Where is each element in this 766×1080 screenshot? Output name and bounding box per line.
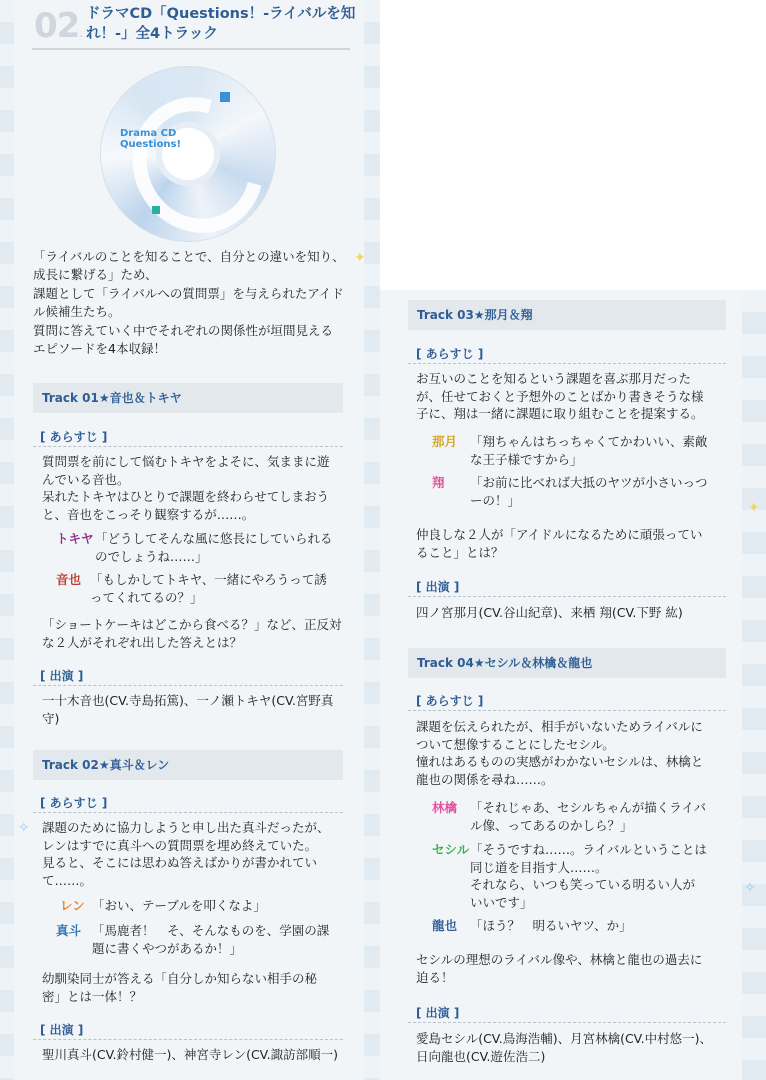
speaker-ren: レン	[60, 898, 85, 913]
track-02-line-2: 「馬鹿者！ そ、そんなものを、学園の課 題に書くやつがあるか！」	[92, 923, 330, 956]
track-03-closing: 仲良しな２人が「アイドルになるために頑張ってい ること」とは？	[416, 527, 703, 560]
star-decoration-icon: ✦	[748, 500, 760, 516]
track-03-synopsis: お互いのことを知るという課題を喜ぶ那月だった が、任せておくと予想外のことばかり書きそうな様 子に、翔は一緒に課題に取り組むことを提案する。	[416, 371, 704, 421]
track-01-synopsis-label: [ あらすじ ]	[40, 430, 108, 444]
track-04-cast-label: [ 出演 ]	[416, 1006, 460, 1020]
track-04-line-3: 「ほう？ 明るいヤツ、か」	[470, 918, 632, 933]
right-stripe	[742, 290, 766, 1080]
track-02-line-1: 「おい、テーブルを叩くなよ」	[92, 898, 266, 913]
track-03-cast-label: [ 出演 ]	[416, 580, 460, 594]
divider	[33, 685, 343, 686]
divider	[408, 710, 726, 711]
track-02-synopsis: 課題のために協力しようと申し出た真斗だったが、 レンはすでに真斗への質問票を埋め終えていた。 見ると、そこには思わぬ答えばかりが書かれてい て……。	[42, 820, 330, 888]
star-decoration-icon: ✦	[354, 250, 366, 266]
track-04-line-2: 「そうですね……。ライバルということは 同じ道を目指す人……。 それなら、いつも笑っている明るい人が いいです」	[470, 842, 707, 910]
track-04-synopsis-label: [ あらすじ ]	[416, 694, 484, 708]
track-04-closing: セシルの理想のライバル像や、林檎と龍也の過去に 迫る！	[416, 952, 703, 985]
disc-square-deco	[152, 206, 160, 214]
track-02-cast: 聖川真斗(CV.鈴村健一)、神宮寺レン(CV.諏訪部順一)	[42, 1047, 338, 1062]
track-02-cast-label: [ 出演 ]	[40, 1023, 84, 1037]
middle-stripe	[364, 0, 380, 1080]
track-01-closing: 「ショートケーキはどこから食べる？」など、正反対 な２人がそれぞれ出した答えとは？	[42, 617, 342, 650]
track-03-cast: 四ノ宮那月(CV.谷山紀章)、来栖 翔(CV.下野 紘)	[416, 605, 683, 620]
left-stripe	[0, 0, 14, 1080]
cd-disc-image	[100, 66, 276, 242]
track-01-line-1: 「どうしてそんな風に悠長にしていられる のでしょうね……」	[95, 531, 333, 564]
track-02-closing: 幼馴染同士が答える「自分しか知らない相手の秘 密」とは一体！？	[42, 971, 318, 1004]
divider	[33, 446, 343, 447]
star-decoration-icon: ✧	[18, 820, 30, 836]
track-01-heading: Track 01★音也＆トキヤ	[33, 383, 343, 413]
track-01-cast: 一十木音也(CV.寺島拓篤)、一ノ瀬トキヤ(CV.宮野真 守)	[42, 693, 334, 726]
intro-text: 「ライバルのことを知ることで、自分との違いを知り、 成長に繋げる」ため、 課題として「ライバルへの質問票」を与えられたアイド ル候補生たち。 質問に答えていく中でそれぞれの関係性が垣間見える エピソードを4本収録！	[33, 249, 345, 357]
speaker-ryuya: 龍也	[432, 918, 458, 933]
track-03-synopsis-label: [ あらすじ ]	[416, 347, 484, 361]
disc-square-deco	[220, 92, 230, 102]
header-divider	[32, 48, 350, 50]
divider	[408, 596, 726, 597]
track-01-synopsis: 質問票を前にして悩むトキヤをよそに、気ままに遊 んでいる音也。 呆れたトキヤはひとりで課題を終わらせてしまおう と、音也をこっそり観察するが……。	[42, 454, 330, 522]
track-04-heading: Track 04★セシル＆林檎＆龍也	[408, 648, 726, 678]
track-03-heading: Track 03★那月＆翔	[408, 300, 726, 330]
track-01-cast-label: [ 出演 ]	[40, 669, 84, 683]
section-number: 02.	[34, 6, 83, 46]
track-02-synopsis-label: [ あらすじ ]	[40, 796, 108, 810]
speaker-otoya: 音也	[56, 572, 82, 587]
track-02-heading: Track 02★真斗＆レン	[33, 750, 343, 780]
track-01-line-2: 「もしかしてトキヤ、一緒にやろうって誘 ってくれてるの？」	[90, 572, 327, 605]
speaker-masato: 真斗	[56, 923, 82, 938]
speaker-syo: 翔	[432, 475, 445, 490]
section-title: ドラマCD「Questions！-ライバルを知れ！-」全4トラック	[86, 6, 356, 42]
speaker-cecil: セシル	[432, 842, 470, 857]
star-decoration-icon: ✧	[744, 880, 756, 896]
track-03-line-1: 「翔ちゃんはちっちゃくてかわいい、素敵 な王子様ですから」	[470, 434, 708, 467]
speaker-natsuki: 那月	[432, 434, 458, 449]
track-04-line-1: 「それじゃあ、セシルちゃんが描くライバ ル像、ってあるのかしら？」	[470, 800, 707, 833]
speaker-tokiya: トキヤ	[56, 531, 94, 546]
track-04-cast: 愛島セシル(CV.鳥海浩輔)、月宮林檎(CV.中村悠一)、 日向龍也(CV.遊佐浩二)	[416, 1031, 712, 1064]
divider	[408, 363, 726, 364]
divider	[33, 1039, 343, 1040]
divider	[33, 812, 343, 813]
track-03-line-2: 「お前に比べれば大抵のヤツが小さいっつ ーの！」	[470, 475, 708, 508]
track-04-synopsis: 課題を伝えられたが、相手がいないためライバルに ついて想像することにしたセシル。 憧れはあるものの実感がわかないセシルは、林檎と 龍也の関係を尋ね……。	[416, 719, 704, 787]
speaker-ringo: 林檎	[432, 800, 458, 815]
disc-logo: Drama CD Questions!	[120, 128, 182, 150]
divider	[408, 1022, 726, 1023]
